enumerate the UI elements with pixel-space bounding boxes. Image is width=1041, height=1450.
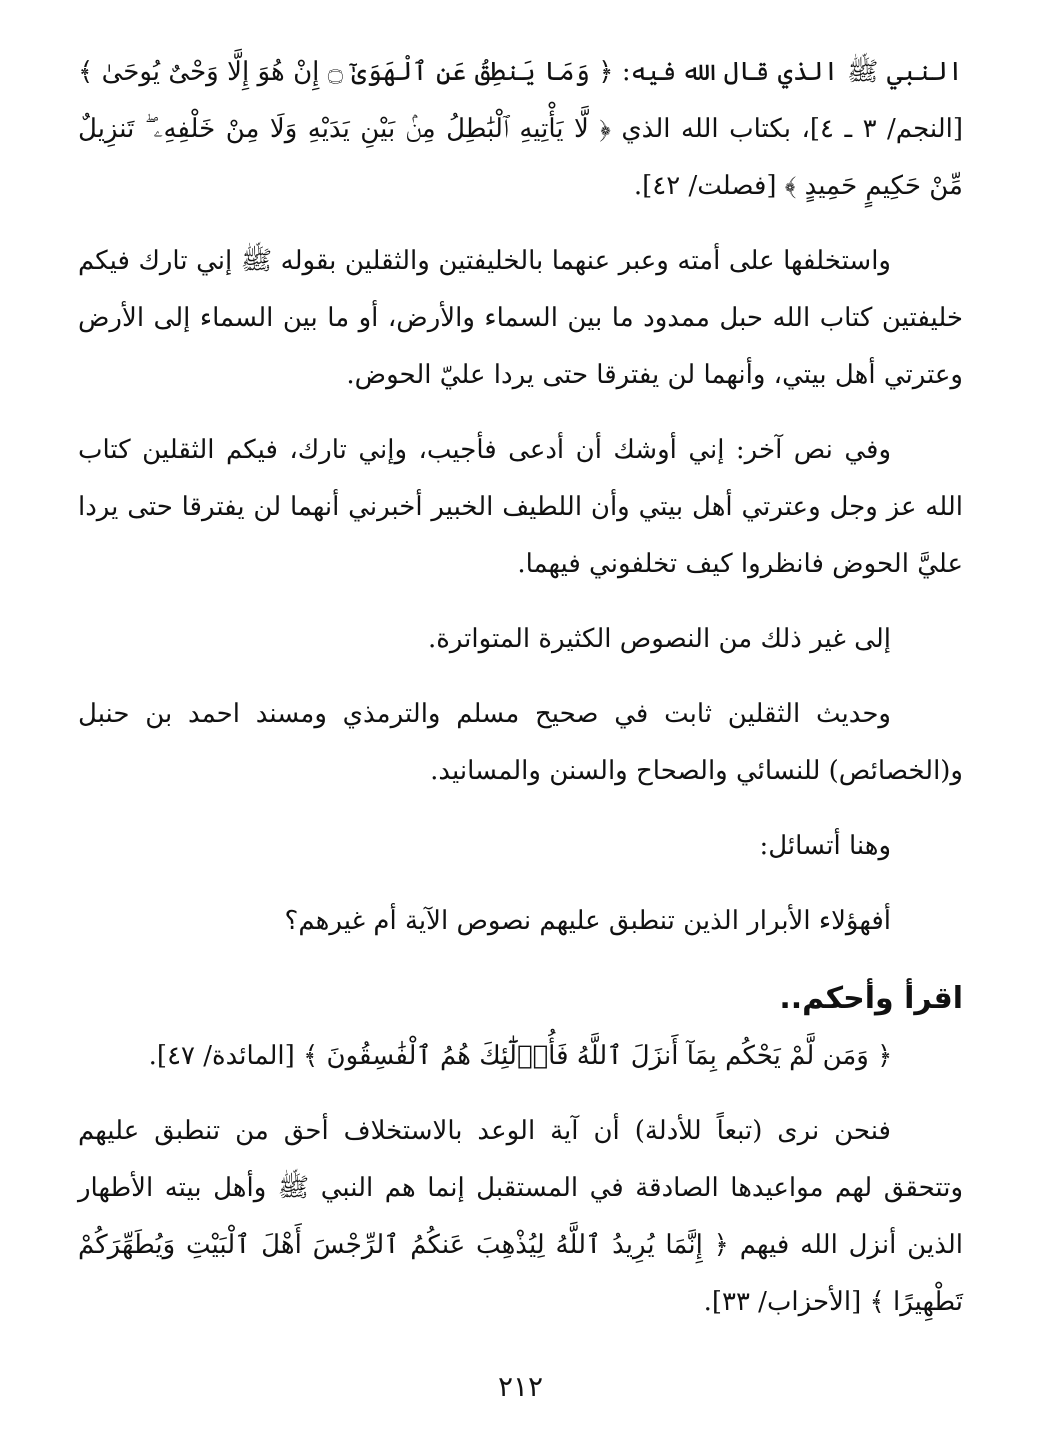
quran-verse-maidah: ﴿ وَمَن لَّمْ يَحْكُم بِمَآ أَنزَلَ ٱللَّهُ فَأُو۟لَٰٓئِكَ هُمُ ٱلْفَٰسِقُونَ ﴾ [المائدة/ ٤٧]. xyxy=(148,1041,893,1071)
paragraph-question: أفهؤلاء الأبرار الذين تنطبق عليهم نصوص الآية أم غيرهم؟ xyxy=(284,906,891,936)
paragraph-conclusion: فنحن نرى (تبعاً للأدلة) أن آية الوعد بالاستخلاف أحق من تنطبق عليهم وتتحقق لهم مواعيدها الصادقة في المستقبل إنما هم النبي ﷺ وأهل بيته الأطهار الذين أنزل الله فيهم ﴿ إِنَّمَا يُرِيدُ ٱللَّهُ لِيُذْهِبَ عَنكُمُ ٱلرِّجْسَ أَهْلَ ٱلْبَيْتِ وَيُطَهِّرَكُمْ تَطْهِيرًا ﴾ [الأحزاب/ ٣٣]. xyxy=(78,1116,963,1317)
paragraph-thaqalayn-hadith: واستخلفها على أمته وعبر عنهما بالخليفتين والثقلين بقوله ﷺ إني تارك فيكم خليفتين كتاب الله حبل ممدود ما بين السماء والأرض، أو ما بين السماء إلى الأرض وعترتي أهل بيتي، وأنهما لن يفترقا حتى يردا عليّ الحوض. xyxy=(78,246,963,390)
paragraph-mutawatir: إلى غير ذلك من النصوص الكثيرة المتواترة. xyxy=(427,624,891,654)
paragraph-another-text: وفي نص آخر: إني أوشك أن أدعى فأجيب، وإني تارك، فيكم الثقلين كتاب الله عز وجل وعترتي أهل بيتي وأن اللطيف الخبير أخبرني أنهما لن يفترقا حتى يردا عليَّ الحوض فانظروا كيف تخلفوني فيهما. xyxy=(78,435,963,579)
section-heading: اقرأ وأحكم.. xyxy=(779,981,963,1016)
paragraph-hadith-sources: وحديث الثقلين ثابت في صحيح مسلم والترمذي ومسند احمد بن حنبل و(الخصائص) للنسائي والصحاح والسنن والمسانيد. xyxy=(78,699,963,786)
page-number: ٢١٢ xyxy=(497,1370,544,1403)
paragraph-question-intro: وهنا أتسائل: xyxy=(759,831,891,861)
book-page xyxy=(78,44,963,1424)
paragraph-quran-citations: النبي ﷺ الذي قال الله فيه: ﴿ وَمَا يَنطِقُ عَنِ ٱلْهَوَىٰٓ ۝ إِنْ هُوَ إِلَّا وَحْىٌ يُوحَىٰ ﴾ [النجم/ ٣ ـ ٤]، بكتاب الله الذي ﴿ لَّا يَأْتِيهِ ٱلْبَٰطِلُ مِنۢ بَيْنِ يَدَيْهِ وَلَا مِنْ خَلْفِهِۦ ۖ تَنزِيلٌ مِّنْ حَكِيمٍ حَمِيدٍ ﴾ [فصلت/ ٤٢]. xyxy=(78,57,963,201)
